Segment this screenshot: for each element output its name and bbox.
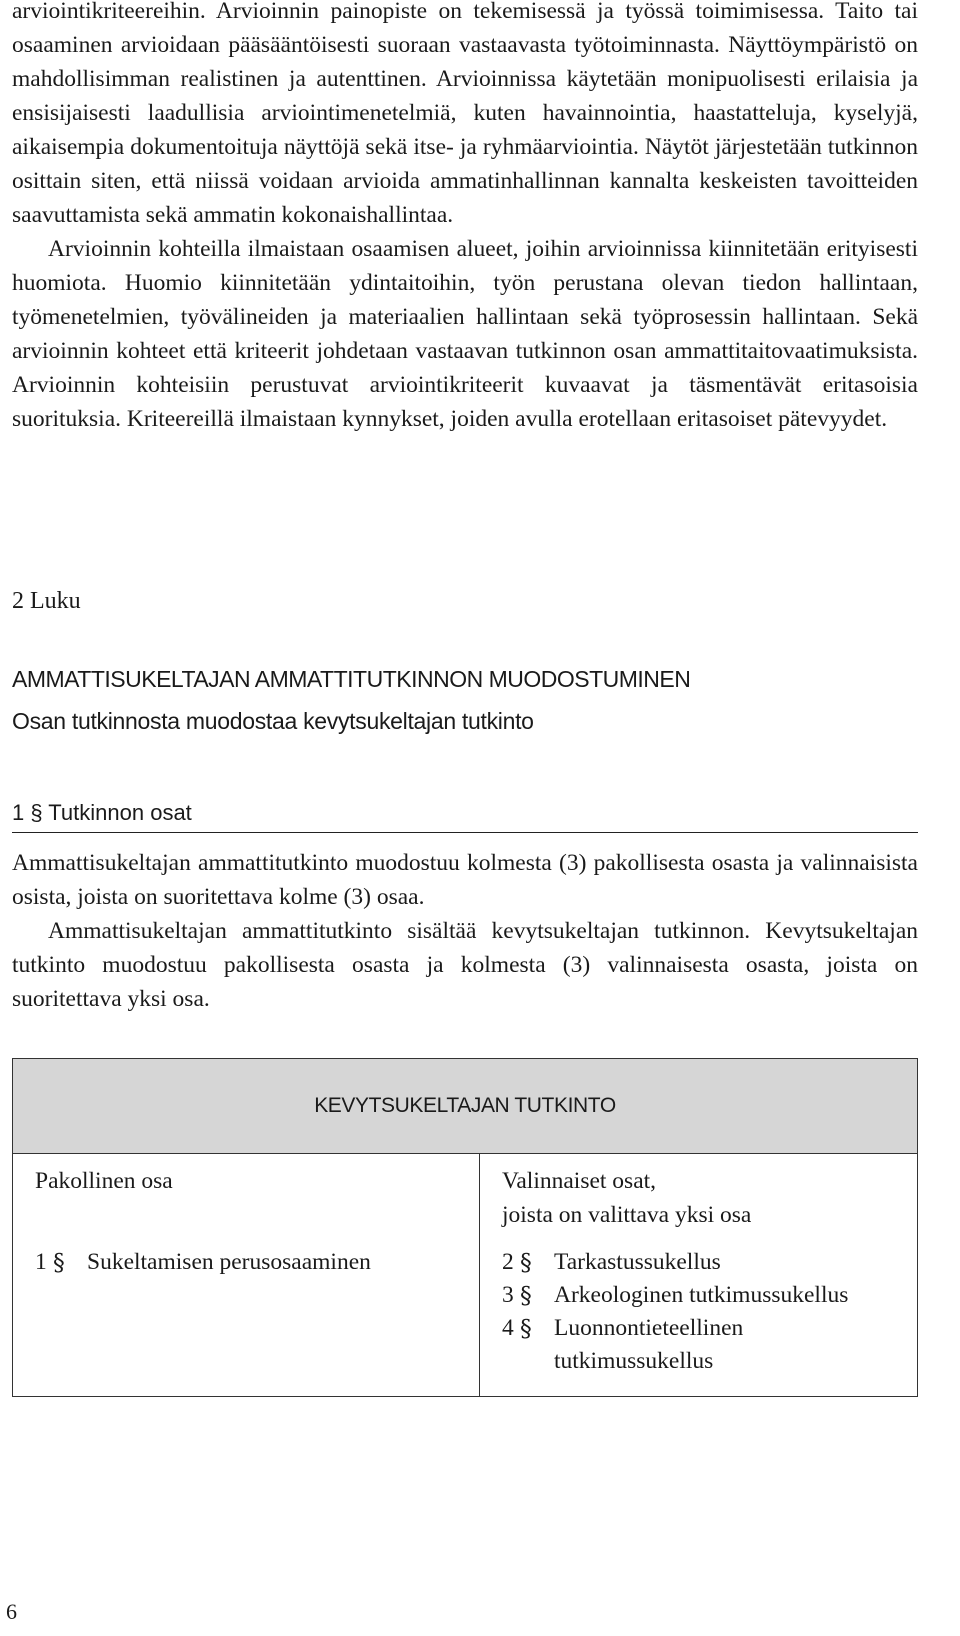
section-paragraph-1: Ammattisukeltajan ammattitutkinto muodostuu kolmesta (3) pakollisesta osasta ja valinnaisista osista, joista on suoritettava kolme (3) osaa. (12, 850, 918, 910)
optional-header-line-1: Valinnaiset osat, (502, 1168, 657, 1194)
module-item (35, 1246, 479, 1279)
module-name: Sukeltamisen perusosaaminen (87, 1249, 371, 1275)
section-paragraph-2: Ammattisukeltajan ammattitutkinto sisältää kevytsukeltajan tutkinnon. Kevytsukeltajan tutkinto muodostuu pakollisesta osasta ja kolmesta (3) valinnaisesta osasta, joista on suoritettava yksi osa. (12, 918, 918, 1012)
module-number: 1 (35, 1249, 47, 1275)
module-number: 2 (502, 1249, 514, 1275)
module-number: 4 (502, 1315, 514, 1341)
intro-paragraph-1: arviointikriteereihin. Arvioinnin painopiste on tekemisessä ja työssä toimimisessa. Taito tai osaaminen arvioidaan pääsääntöisesti suoraan vastaavasta työtoiminnasta. Näyttöympäristö on mahdollisimman realistinen ja autenttinen. Arvioinnissa käytetään monipuolisesti erilaisia ja ensisijaisesti laadullisia arviointimenetelmiä, kuten havainnointia, haastatteluja, kyselyjä, aikaisempia dokumentoituja näyttöjä sekä itse- ja ryhmäarviointia. Näytöt järjestetään tutkinnon osittain siten, että niissä voidaan arvioida ammatinhallinnan kannalta keskeisten tavoitteiden saavuttamista sekä ammatin kokonaishallintaa. (12, 0, 918, 228)
paragraph-sign: § (53, 1248, 65, 1276)
optional-header-line-2: joista on valittava yksi osa (502, 1202, 752, 1228)
mandatory-modules (13, 1246, 480, 1397)
module-item (502, 1312, 917, 1378)
intro-paragraph-2: Arvioinnin kohteilla ilmaistaan osaamisen alueet, joihin arvioinnissa kiinnitetään erityisesti huomiota. Huomio kiinnitetään ydintaitoihin, työn perustana olevan tiedon hallintaan, työmenetelmien, työvälineiden ja materiaalien hallintaan sekä työprosessin hallintaan. Sekä arvioinnin kohteet että kriteerit johdetaan vastaavan tutkinnon osan ammattitaitovaatimuksista. Arvioinnin kohteisiin perustuvat arviointikriteerit kuvaavat ja täsmentävät eritasoisia suorituksia. Kriteereillä ilmaistaan kynnykset, joiden avulla erotellaan eritasoiset pätevyydet. (12, 236, 918, 432)
chapter-label: 2 Luku (12, 588, 81, 614)
mandatory-header-label: Pakollinen osa (35, 1168, 173, 1194)
paragraph-sign: § (520, 1248, 532, 1276)
qualification-table (12, 1058, 918, 1397)
intro-text (12, 0, 918, 436)
optional-header (480, 1154, 918, 1247)
module-name: Luonnontieteellinen tutkimussukellus (554, 1315, 744, 1374)
chapter-subtitle: Osan tutkinnosta muodostaa kevytsukeltajan tutkinto (12, 708, 534, 734)
section-text (12, 846, 918, 1016)
paragraph-sign: § (520, 1314, 532, 1342)
module-number: 3 (502, 1282, 514, 1308)
page-number: 6 (6, 1599, 17, 1624)
section-heading: 1 § Tutkinnon osat (12, 800, 918, 833)
paragraph-sign: § (520, 1281, 532, 1309)
module-name: Arkeologinen tutkimussukellus (554, 1282, 849, 1308)
module-name: Tarkastussukellus (554, 1249, 721, 1275)
mandatory-header (13, 1154, 480, 1247)
optional-modules (480, 1246, 918, 1397)
module-item (502, 1246, 917, 1279)
chapter-title: AMMATTISUKELTAJAN AMMATTITUTKINNON MUODOSTUMINEN (12, 666, 691, 692)
module-item (502, 1279, 917, 1312)
table-title: KEVYTSUKELTAJAN TUTKINTO (13, 1059, 918, 1154)
